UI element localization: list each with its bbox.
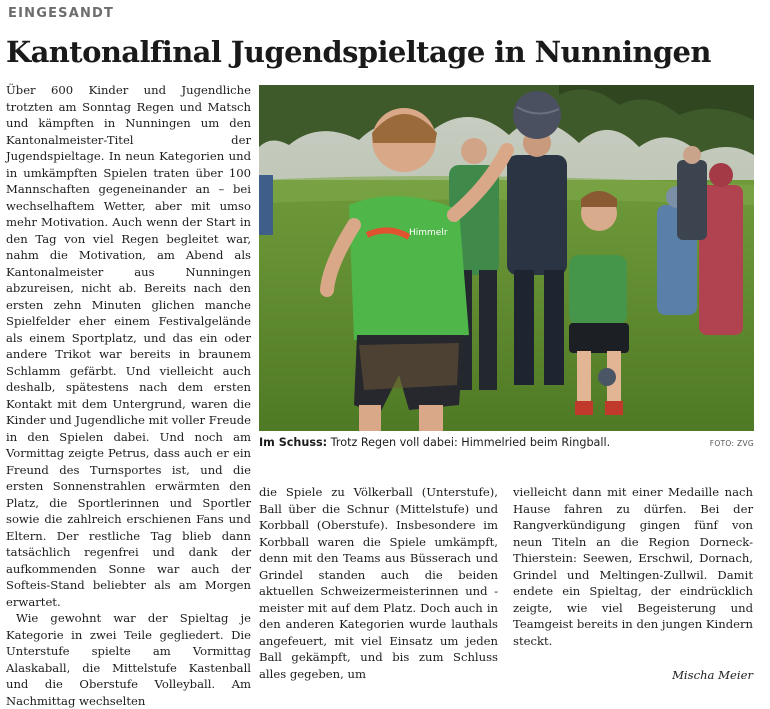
article-column-1 [6, 82, 251, 708]
article-paragraph: Wie gewohnt war der Spieltag je Kategorie in zwei Teile gegliedert. Die Unterstufe spielte am Vormittag Alaskaball, die Mittelstufe Kastenball und die Oberstufe Volleyball. Am Nachmittag wechselten [6, 611, 251, 708]
caption-lead: Im Schuss: [259, 436, 328, 449]
caption-text: Trotz Regen voll dabei: Himmelried beim Ringball. [327, 436, 611, 449]
article-paragraph: die Spiele zu Völkerball (Unterstufe), Ball über die Schnur (Mittelstufe) und Korbball (Oberstufe). Insbesondere im Korbball waren die Spiele umkämpft, denn mit den Teams aus Büsserach und Grindel standen auch die beiden aktuellen Schweizermeisterinnen und -meister mit auf dem Platz. Doch auch in den anderen Kategorien wurde lauthals angefeuert, mit viel Einsatz um jeden Ball gekämpft, und bis zum Schluss alles gegeben, um [259, 485, 498, 681]
article-paragraph: Über 600 Kinder und Jugendliche trotzten am Sonntag Regen und Matsch und kämpften in Nunningen um den Kantonalmeister-Titel der Jugendspieltage. In neun Kategorien und in umkämpften Spielen traten über 100 Mannschaften gegeneinander an – bei wechselhaftem Wetter, aber mit umso mehr Motivation. Auch wenn der Start in den Tag von viel Regen begleitet war, nahm die Motivation, am Abend als Kantonalmeister aus Nunningen abzureisen, nicht ab. Bereits nach den ersten zehn Minuten glichen manche Spielfelder eher einem Festivalgelände als einem Sportplatz, und das ein oder andere Trikot war bereits in braunem Schlamm gefärbt. Und vielleicht auch deshalb, spätestens nach dem ersten Kontakt mit dem Untergrund, waren die Kinder und Jugendliche mit voller Freude in den Spielen dabei. Und noch am Vormittag zeigte Petrus, dass auch er ein Freund des Turnsportes ist, und die ersten Sonnenstrahlen erwärmten den Platz, die Sportlerinnen und Sportler sowie die zahlreich erschienen Fans und Eltern. Der restliche Tag blieb dann tatsächlich regenfrei und dank der aufkommenden Sonne war auch der Softeis-Stand beliebter als am Morgen erwartet. [6, 83, 251, 609]
article-paragraph: vielleicht dann mit einer Medaille nach Hause fahren zu dürfen. Bei der Rangverkündigung gingen fünf von neun Titeln an die Region Dorneck-Thierstein: Seewen, Erschwil, Dornach, Grindel und Meltingen-Zullwil. Damit endete ein Spieltag, der eindrücklich zeigte, wie viel Begeisterung und Teamgeist bereits in den jungen Kindern steckt. [513, 485, 753, 648]
article-column-3 [513, 484, 753, 682]
jersey-lettering: Himmelr [409, 228, 448, 238]
photo-credit: FOTO: ZVG [709, 439, 754, 448]
article-column-2 [259, 484, 498, 681]
section-label: EINGESANDT [8, 6, 115, 21]
article-headline: Kantonalfinal Jugendspieltage in Nunningen [6, 35, 711, 69]
author-byline: Mischa Meier [672, 668, 753, 682]
article-photo [259, 85, 754, 431]
photo-caption [259, 434, 754, 454]
